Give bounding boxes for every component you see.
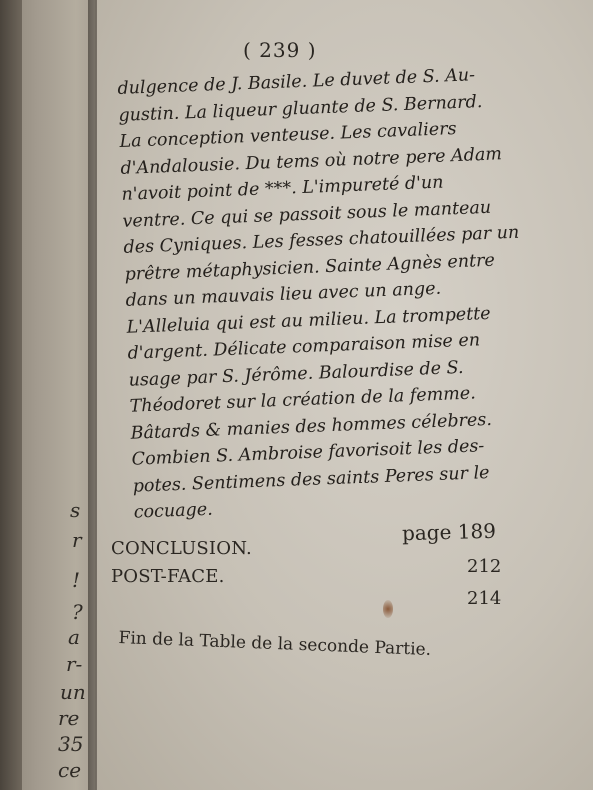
margin-glyph: a (68, 625, 80, 649)
end-of-table-note: Fin de la Table de la seconde Partie. (118, 628, 432, 660)
margin-glyph: r- (66, 652, 83, 676)
text-line: des Cyniques. Les fesses chatouillées par un (123, 222, 520, 258)
text-line: Bâtards & manies des hommes célebres. (130, 409, 493, 444)
text-line: ventre. Ce qui se passoit sous le manteau (122, 197, 492, 232)
page-number: ( 239 ) (243, 38, 317, 62)
text-line: potes. Sentimens des saints Peres sur le (132, 462, 490, 497)
margin-glyph: ! (72, 568, 81, 592)
previous-page-edge (0, 0, 22, 790)
text-line: L'Alleluia qui est au milieu. La trompette (126, 303, 491, 338)
text-line: n'avoit point de ***. L'impureté d'un (121, 172, 444, 205)
margin-glyph: r (72, 528, 82, 552)
previous-page (0, 0, 95, 790)
text-line: dulgence de J. Basile. Le duvet de S. Au- (117, 65, 476, 99)
text-line: prêtre métaphysicien. Sainte Agnès entre (124, 250, 496, 285)
table-entry-text (117, 58, 593, 526)
text-line: cocuage. (133, 499, 214, 523)
text-line: usage par S. Jérôme. Balourdise de S. (128, 357, 464, 391)
ink-stain (383, 600, 393, 618)
text-line: Théodoret sur la création de la femme. (129, 383, 477, 417)
toc-title: POST-FACE. (111, 566, 225, 587)
toc-page-number: 212 (467, 556, 502, 577)
margin-glyph: ? (72, 600, 83, 624)
margin-glyph: ce (58, 758, 82, 782)
toc-row-postface (111, 566, 225, 587)
entry-page-reference: page 189 (401, 518, 497, 546)
text-line: d'argent. Délicate comparaison mise en (127, 330, 481, 364)
book-page (97, 0, 593, 790)
text-line: d'Andalousie. Du tems où notre pere Adam (120, 143, 503, 179)
text-line: gustin. La liqueur gluante de S. Bernard. (118, 91, 483, 126)
margin-glyph: s (70, 498, 81, 522)
toc-row-conclusion (111, 538, 252, 559)
margin-glyph: un (60, 680, 86, 704)
toc-page-number: 214 (467, 588, 502, 609)
text-line: dans un mauvais lieu avec un ange. (125, 278, 442, 311)
text-line: La conception venteuse. Les cavaliers (119, 119, 457, 152)
toc-title: CONCLUSION. (111, 538, 252, 559)
toc-page-postface (467, 588, 501, 609)
text-line: Combien S. Ambroise favorisoit les des- (131, 436, 485, 470)
margin-glyph: 35 (58, 732, 84, 756)
toc-page-conclusion (467, 556, 501, 577)
margin-glyph: re (58, 706, 80, 730)
